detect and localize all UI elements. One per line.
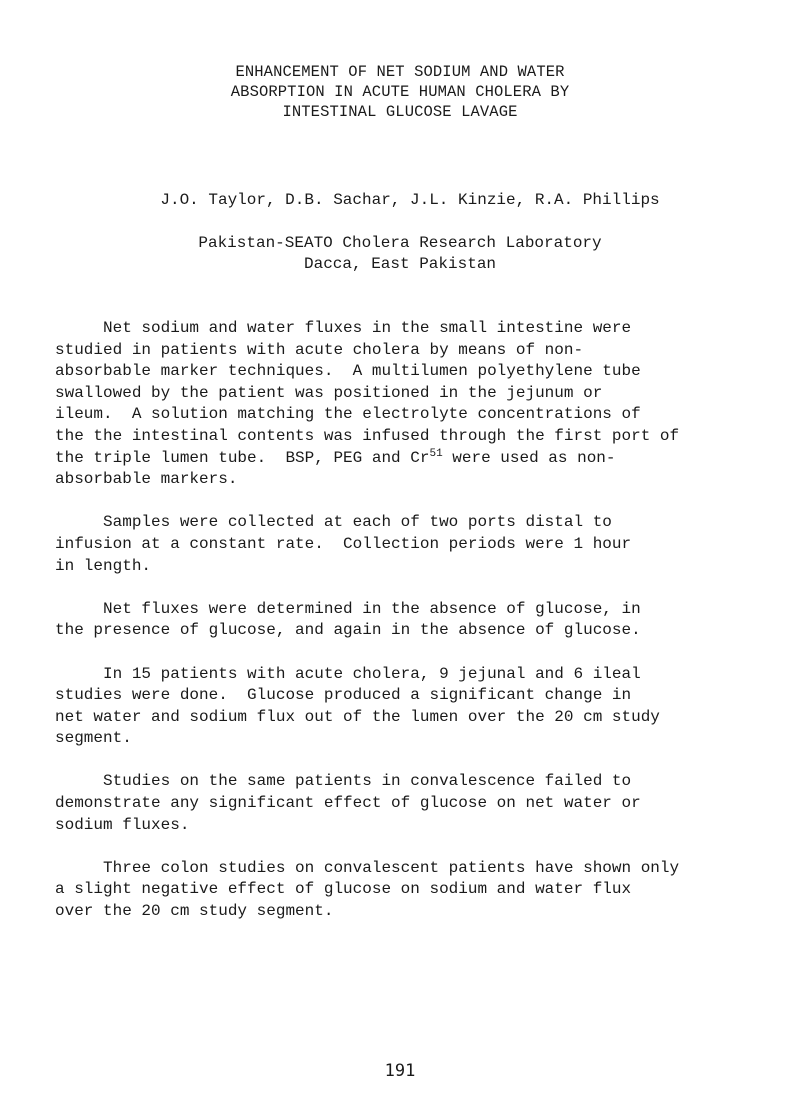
text-segment: the triple lumen tube. BSP, PEG and Cr xyxy=(55,448,430,467)
affiliation xyxy=(0,233,800,275)
text-line: Studies on the same patients in convalescence failed to xyxy=(55,772,632,791)
isotope-superscript: 51 xyxy=(429,447,443,460)
text-line: studied in patients with acute cholera by means of non- xyxy=(55,340,584,359)
paragraph-colon xyxy=(55,858,755,923)
text-line: Net fluxes were determined in the absence of glucose, in xyxy=(55,599,641,618)
text-line: net water and sodium flux out of the lumen over the 20 cm study xyxy=(55,707,660,726)
text-line: the the intestinal contents was infused through the first port of xyxy=(55,426,680,445)
text-line: Net sodium and water fluxes in the small intestine were xyxy=(55,319,632,337)
text-line: sodium fluxes. xyxy=(55,815,190,834)
text-line: over the 20 cm study segment. xyxy=(55,902,334,921)
paragraph-results xyxy=(55,664,755,750)
text-line: absorbable markers. xyxy=(55,470,238,489)
text-line: swallowed by the patient was positioned in the jejunum or xyxy=(55,383,603,402)
text-line: Samples were collected at each of two ports distal to xyxy=(55,513,612,532)
title-line: ABSORPTION IN ACUTE HUMAN CHOLERA BY xyxy=(230,83,570,101)
text-line: segment. xyxy=(55,729,132,748)
title-line: ENHANCEMENT OF NET SODIUM AND WATER xyxy=(235,63,565,81)
text-line: ileum. A solution matching the electrolyte concentrations of xyxy=(55,405,641,424)
paragraph-fluxes xyxy=(55,599,755,642)
text-line xyxy=(55,448,755,470)
text-line: studies were done. Glucose produced a significant change in xyxy=(55,686,632,705)
text-line: demonstrate any significant effect of glucose on net water or xyxy=(55,794,641,813)
paragraph-sampling xyxy=(55,512,755,577)
text-line: in length. xyxy=(55,556,152,575)
page-number: 191 xyxy=(384,1061,416,1081)
text-line: infusion at a constant rate. Collection periods were 1 hour xyxy=(55,534,632,553)
title-line: INTESTINAL GLUCOSE LAVAGE xyxy=(282,103,518,121)
text-line: the presence of glucose, and again in the absence of glucose. xyxy=(55,621,641,640)
affiliation-location: Dacca, East Pakistan xyxy=(303,255,497,273)
paper-title xyxy=(0,62,800,122)
affiliation-institution: Pakistan-SEATO Cholera Research Laboratory xyxy=(198,234,602,252)
paragraph-convalescence xyxy=(55,771,755,836)
text-line: absorbable marker techniques. A multilumen polyethylene tube xyxy=(55,362,641,381)
author-list: J.O. Taylor, D.B. Sachar, J.L. Kinzie, R.A. Phillips xyxy=(160,191,660,209)
text-line: a slight negative effect of glucose on sodium and water flux xyxy=(55,880,632,899)
paragraph-methods xyxy=(55,318,755,491)
abstract-body xyxy=(55,318,755,944)
text-line: Three colon studies on convalescent patients have shown only xyxy=(55,858,680,877)
text-line: In 15 patients with acute cholera, 9 jejunal and 6 ileal xyxy=(55,664,641,683)
text-segment: were used as non- xyxy=(442,448,616,467)
